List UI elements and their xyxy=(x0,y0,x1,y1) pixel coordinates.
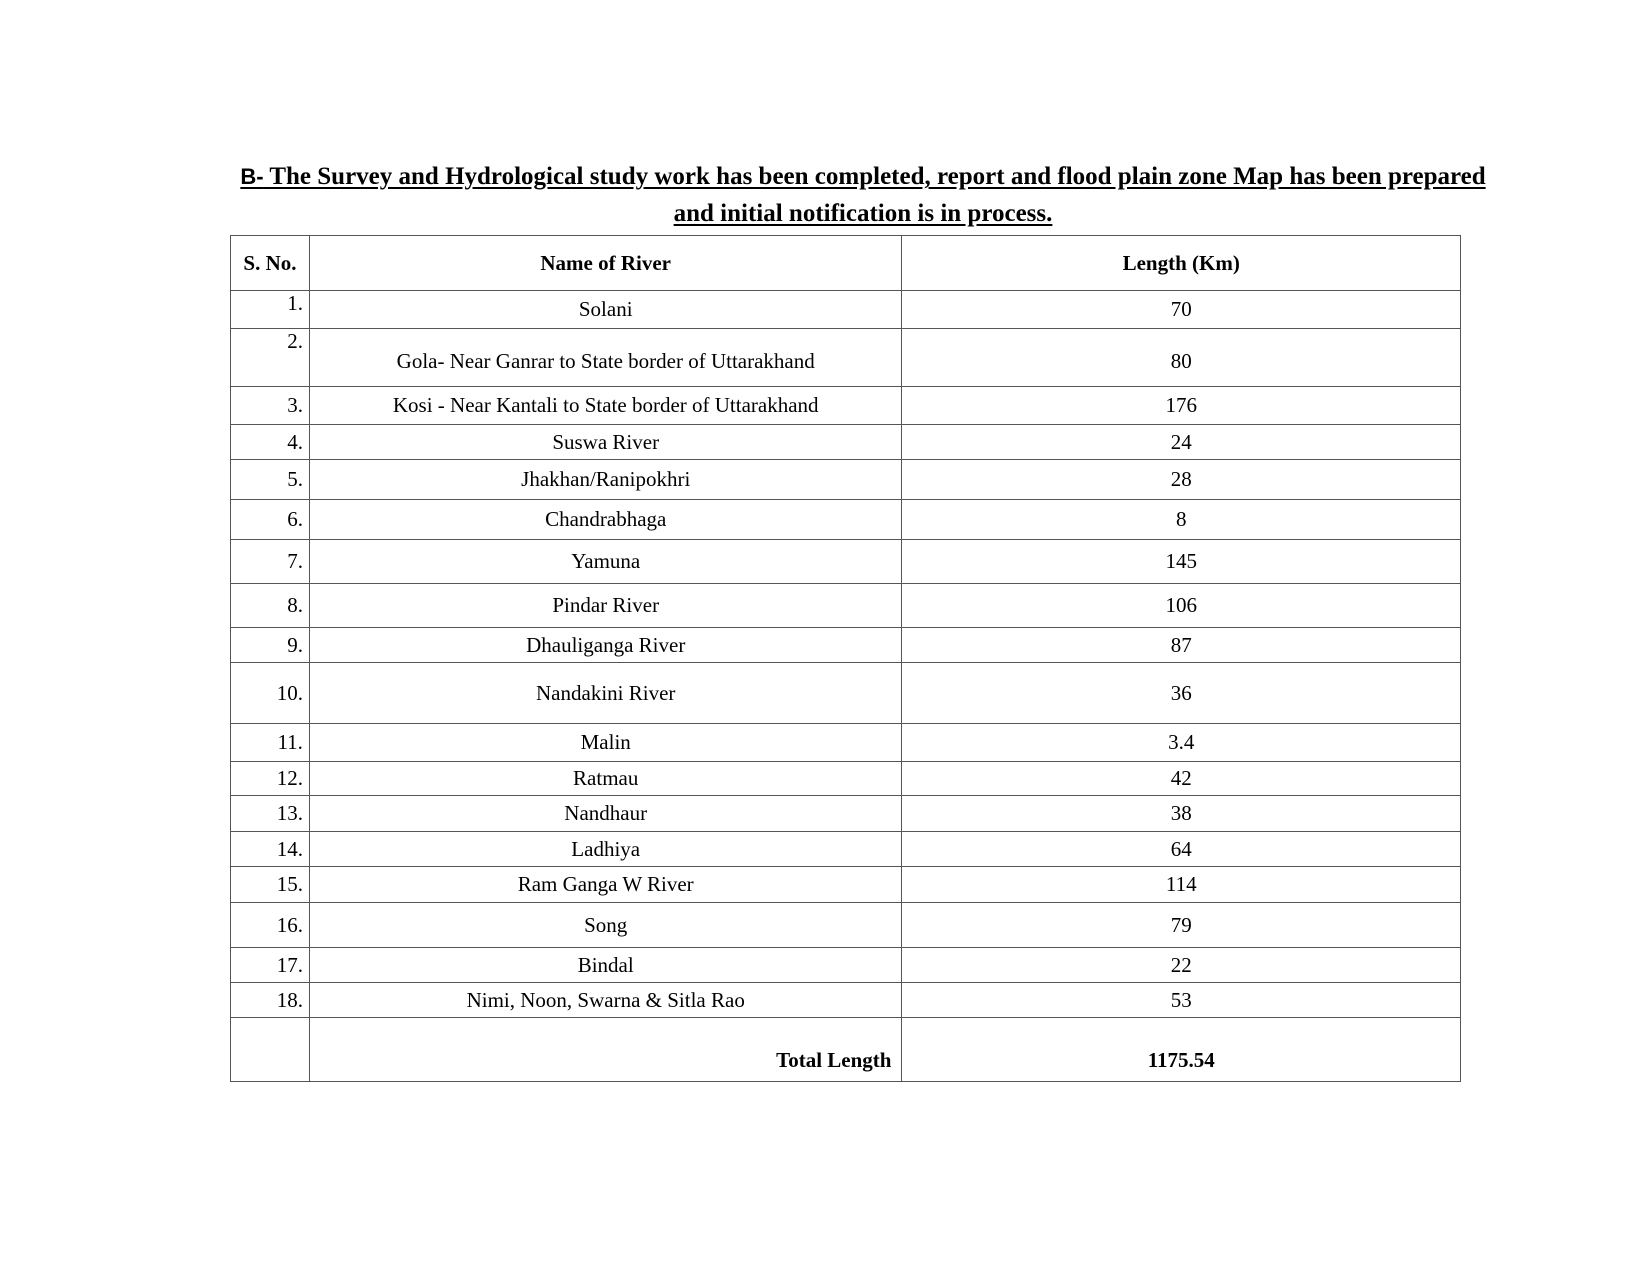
row-length: 36 xyxy=(902,663,1461,724)
table-row xyxy=(231,832,1461,867)
row-length: 145 xyxy=(902,540,1461,584)
row-river-name: Jhakhan/Ranipokhri xyxy=(309,460,902,500)
table-row xyxy=(231,387,1461,425)
row-river-name: Malin xyxy=(309,724,902,762)
row-length: 87 xyxy=(902,628,1461,663)
row-river-name: Suswa River xyxy=(309,425,902,460)
table-row xyxy=(231,948,1461,983)
page-heading xyxy=(225,158,1501,232)
row-length: 64 xyxy=(902,832,1461,867)
total-length-value: 1175.54 xyxy=(902,1018,1461,1082)
row-sno: 14. xyxy=(231,832,310,867)
row-river-name: Nimi, Noon, Swarna & Sitla Rao xyxy=(309,983,902,1018)
row-length: 22 xyxy=(902,948,1461,983)
table-row xyxy=(231,762,1461,796)
table-row xyxy=(231,983,1461,1018)
row-river-name: Chandrabhaga xyxy=(309,500,902,540)
column-header-name: Name of River xyxy=(309,236,902,291)
row-sno: 11. xyxy=(231,724,310,762)
table-row xyxy=(231,584,1461,628)
row-river-name: Ratmau xyxy=(309,762,902,796)
row-sno: 10. xyxy=(231,663,310,724)
row-sno: 18. xyxy=(231,983,310,1018)
column-header-length: Length (Km) xyxy=(902,236,1461,291)
row-river-name: Yamuna xyxy=(309,540,902,584)
row-length: 24 xyxy=(902,425,1461,460)
row-river-name: Pindar River xyxy=(309,584,902,628)
row-sno: 16. xyxy=(231,903,310,948)
heading-text: The Survey and Hydrological study work has been completed, report and flood plain zone Map has been prepared and initial notification is in process. xyxy=(263,163,1486,227)
table-row xyxy=(231,903,1461,948)
row-length: 28 xyxy=(902,460,1461,500)
total-empty-cell xyxy=(231,1018,310,1082)
row-sno: 1. xyxy=(231,291,310,329)
heading-prefix: B- xyxy=(240,164,264,189)
table-row xyxy=(231,291,1461,329)
row-length: 53 xyxy=(902,983,1461,1018)
table-row xyxy=(231,460,1461,500)
table-row xyxy=(231,867,1461,903)
row-river-name: Gola- Near Ganrar to State border of Uttarakhand xyxy=(309,329,902,387)
row-sno: 13. xyxy=(231,796,310,832)
row-length: 8 xyxy=(902,500,1461,540)
table-row xyxy=(231,724,1461,762)
row-river-name: Solani xyxy=(309,291,902,329)
row-sno: 8. xyxy=(231,584,310,628)
table-row xyxy=(231,663,1461,724)
table-row xyxy=(231,500,1461,540)
row-length: 38 xyxy=(902,796,1461,832)
row-river-name: Kosi - Near Kantali to State border of Uttarakhand xyxy=(309,387,902,425)
row-river-name: Ram Ganga W River xyxy=(309,867,902,903)
row-length: 79 xyxy=(902,903,1461,948)
table-row xyxy=(231,628,1461,663)
row-sno: 15. xyxy=(231,867,310,903)
row-sno: 12. xyxy=(231,762,310,796)
column-header-sno: S. No. xyxy=(231,236,310,291)
row-sno: 3. xyxy=(231,387,310,425)
table-header-row xyxy=(231,236,1461,291)
row-river-name: Song xyxy=(309,903,902,948)
table-row xyxy=(231,796,1461,832)
table-row xyxy=(231,329,1461,387)
row-river-name: Ladhiya xyxy=(309,832,902,867)
row-sno: 9. xyxy=(231,628,310,663)
row-length: 106 xyxy=(902,584,1461,628)
row-river-name: Bindal xyxy=(309,948,902,983)
row-length: 42 xyxy=(902,762,1461,796)
row-sno: 5. xyxy=(231,460,310,500)
row-length: 3.4 xyxy=(902,724,1461,762)
row-sno: 4. xyxy=(231,425,310,460)
total-length-label: Total Length xyxy=(309,1018,902,1082)
row-sno: 2. xyxy=(231,329,310,387)
row-length: 70 xyxy=(902,291,1461,329)
table-row xyxy=(231,540,1461,584)
row-sno: 17. xyxy=(231,948,310,983)
river-table xyxy=(230,235,1461,1082)
row-sno: 6. xyxy=(231,500,310,540)
table-row xyxy=(231,425,1461,460)
row-sno: 7. xyxy=(231,540,310,584)
row-length: 176 xyxy=(902,387,1461,425)
table-total-row xyxy=(231,1018,1461,1082)
row-length: 114 xyxy=(902,867,1461,903)
row-river-name: Dhauliganga River xyxy=(309,628,902,663)
row-river-name: Nandhaur xyxy=(309,796,902,832)
row-length: 80 xyxy=(902,329,1461,387)
row-river-name: Nandakini River xyxy=(309,663,902,724)
